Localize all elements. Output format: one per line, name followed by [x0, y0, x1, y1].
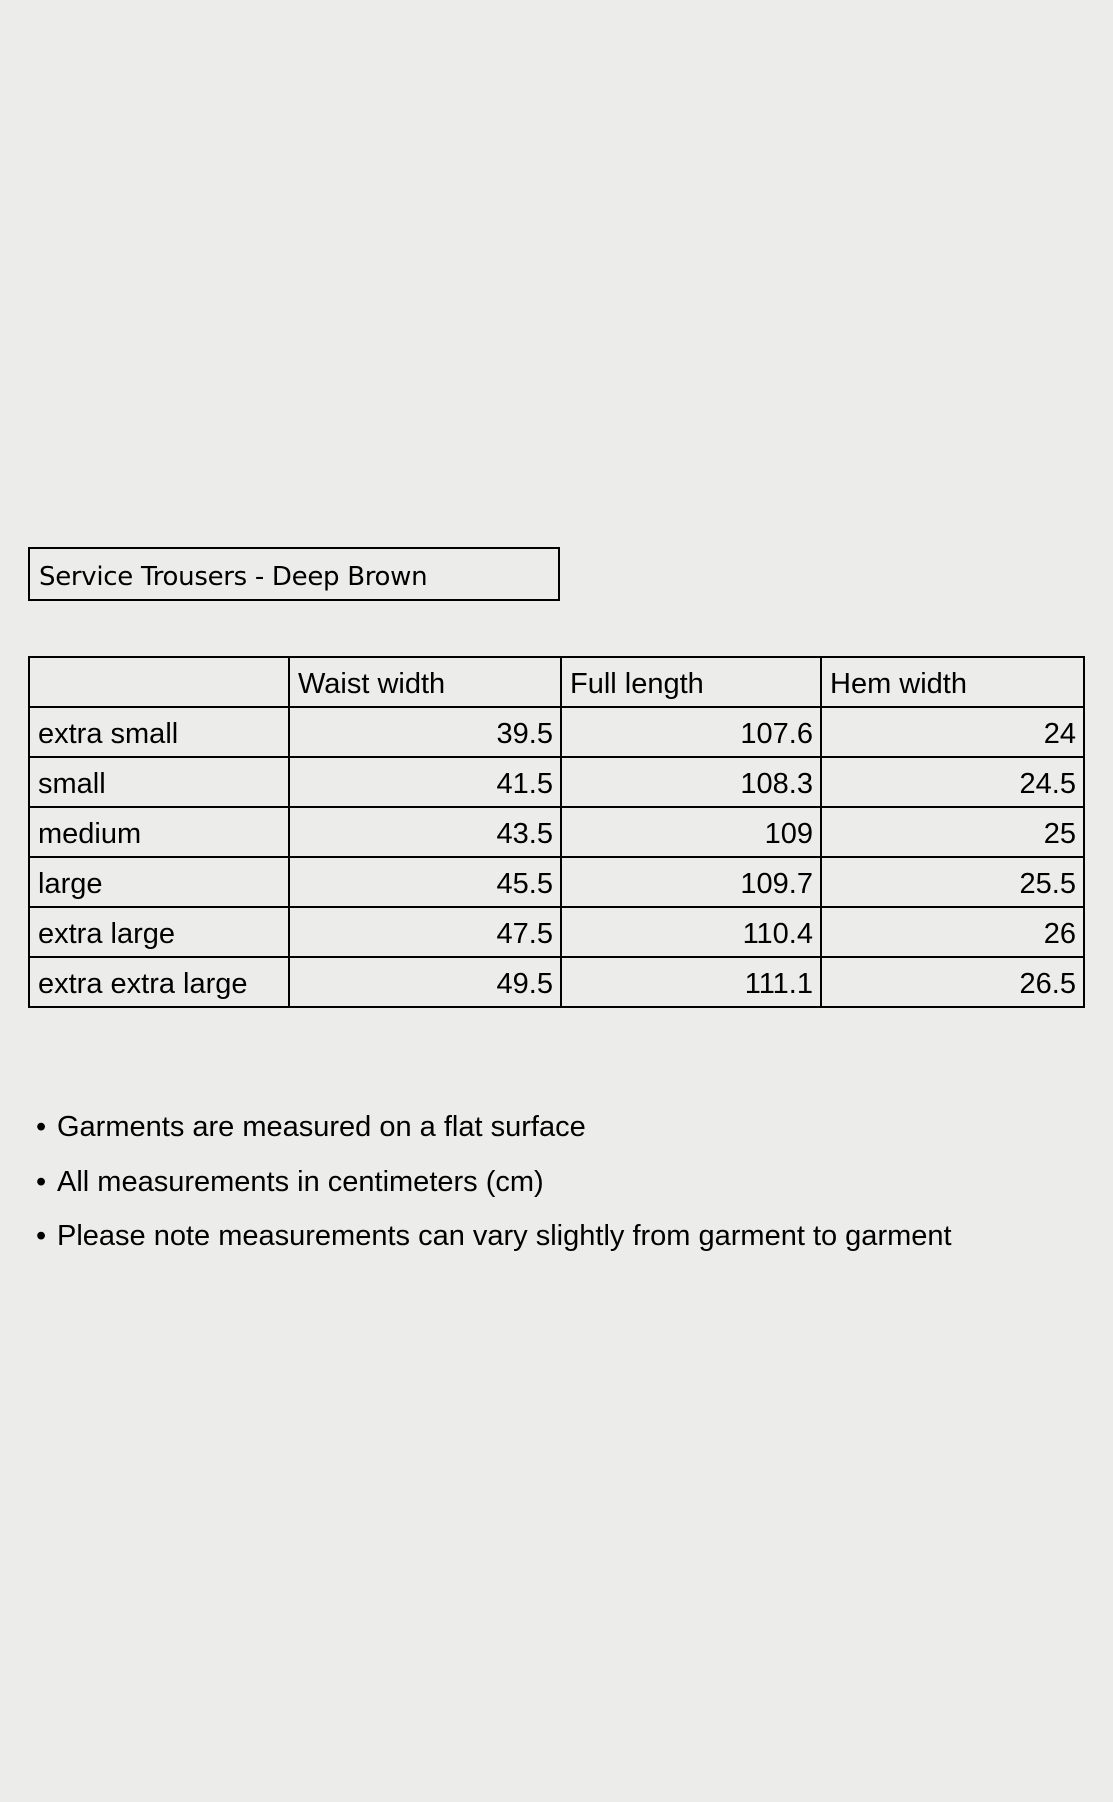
- list-item: [36, 1100, 952, 1155]
- table-row: [29, 957, 1084, 1007]
- header-full-length: Full length: [561, 657, 821, 707]
- header-hem-width: Hem width: [821, 657, 1084, 707]
- table-row: [29, 757, 1084, 807]
- hem-width-value: 24: [821, 707, 1084, 757]
- waist-width-value: 43.5: [289, 807, 561, 857]
- size-chart-table: [28, 656, 1085, 1008]
- hem-width-value: 25: [821, 807, 1084, 857]
- measurement-notes: [36, 1100, 952, 1264]
- full-length-value: 111.1: [561, 957, 821, 1007]
- note-text: Please note measurements can vary slightly from garment to garment: [57, 1220, 952, 1252]
- waist-width-value: 49.5: [289, 957, 561, 1007]
- full-length-value: 108.3: [561, 757, 821, 807]
- hem-width-value: 26.5: [821, 957, 1084, 1007]
- waist-width-value: 45.5: [289, 857, 561, 907]
- product-title: Service Trousers - Deep Brown: [28, 547, 560, 601]
- size-label: extra small: [29, 707, 289, 757]
- header-waist-width: Waist width: [289, 657, 561, 707]
- table-row: [29, 807, 1084, 857]
- size-label: large: [29, 857, 289, 907]
- bullet-icon: •: [36, 1220, 47, 1252]
- hem-width-value: 25.5: [821, 857, 1084, 907]
- size-label: extra large: [29, 907, 289, 957]
- full-length-value: 107.6: [561, 707, 821, 757]
- full-length-value: 110.4: [561, 907, 821, 957]
- hem-width-value: 26: [821, 907, 1084, 957]
- note-text: All measurements in centimeters (cm): [57, 1165, 544, 1198]
- table-row: [29, 707, 1084, 757]
- corner-cell: [29, 657, 289, 707]
- size-label: medium: [29, 807, 289, 857]
- table-row: [29, 907, 1084, 957]
- bullet-icon: •: [36, 1111, 47, 1143]
- full-length-value: 109.7: [561, 857, 821, 907]
- full-length-value: 109: [561, 807, 821, 857]
- size-label: extra extra large: [29, 957, 289, 1007]
- note-text: Garments are measured on a flat surface: [57, 1111, 586, 1143]
- bullet-icon: •: [36, 1165, 47, 1198]
- hem-width-value: 24.5: [821, 757, 1084, 807]
- waist-width-value: 41.5: [289, 757, 561, 807]
- size-label: small: [29, 757, 289, 807]
- table-header-row: [29, 657, 1084, 707]
- list-item: [36, 1209, 952, 1264]
- waist-width-value: 39.5: [289, 707, 561, 757]
- waist-width-value: 47.5: [289, 907, 561, 957]
- list-item: [36, 1155, 952, 1210]
- table-row: [29, 857, 1084, 907]
